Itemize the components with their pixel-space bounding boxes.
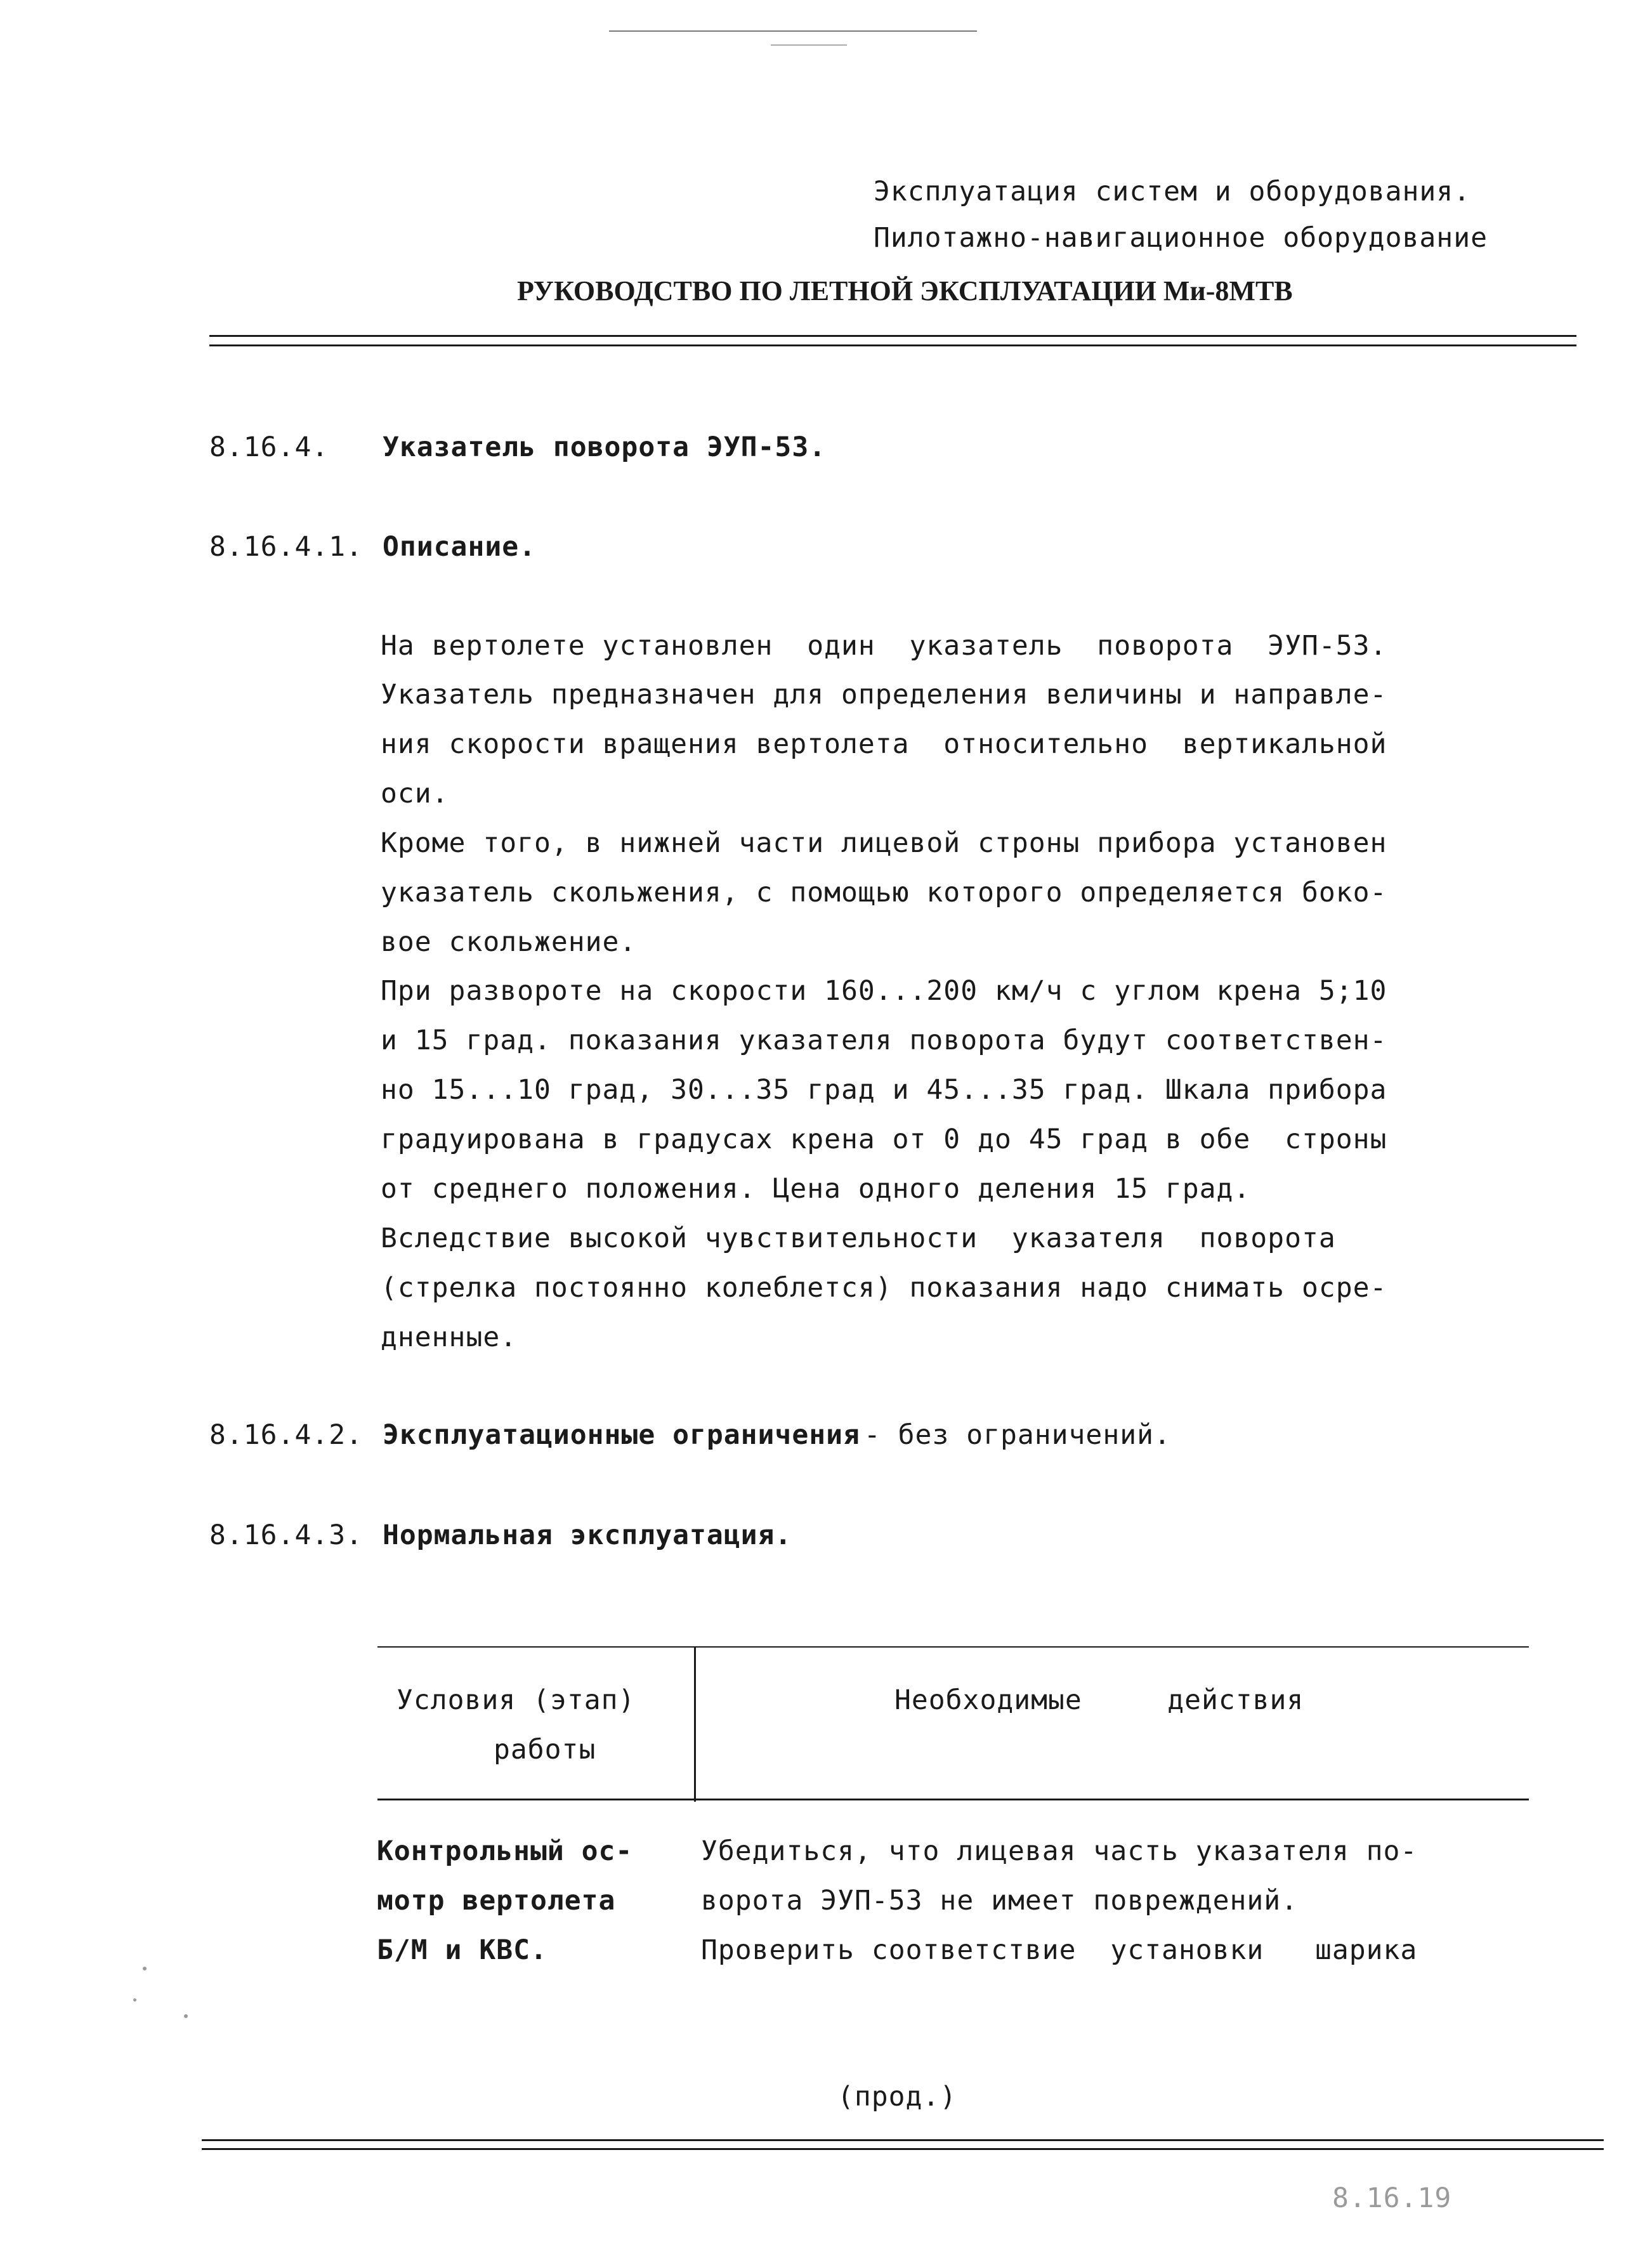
description-line: и 15 град. показания указателя поворота будут соответствен- [381, 1025, 1387, 1056]
manual-title: РУКОВОДСТВО ПО ЛЕТНОЙ ЭКСПЛУАТАЦИИ Ми-8МТВ [517, 275, 1293, 306]
table-cell-action: Убедиться, что лицевая часть указателя по- [701, 1835, 1418, 1867]
table-top-rule [377, 1646, 1529, 1648]
description-line: Кроме того, в нижней части лицевой строны прибора установен [381, 827, 1387, 859]
footer-rule-bottom [202, 2148, 1604, 2150]
table-cell-condition: Б/М и КВС. [377, 1934, 547, 1966]
table-cell-action: ворота ЭУП-53 не имеет повреждений. [701, 1885, 1299, 1917]
table-header-rule [377, 1799, 1529, 1800]
scan-speck [133, 1998, 136, 2002]
description-number: 8.16.4.1. [209, 531, 363, 563]
description-line: от среднего положения. Цена одного деления 15 град. [381, 1173, 1251, 1205]
continued-label: (прод.) [837, 2081, 957, 2113]
description-line: На вертолете установлен один указатель поворота ЭУП-53. [381, 630, 1387, 662]
description-line: Указатель предназначен для определения величины и направле- [381, 679, 1387, 711]
description-line: вое скольжение. [381, 926, 637, 958]
table-cell-condition: Контрольный ос- [377, 1835, 633, 1867]
table-header-conditions: Условия (этап) [396, 1684, 636, 1716]
description-line: дненные. [381, 1321, 518, 1353]
header-rule-top [209, 335, 1576, 337]
table-column-divider [694, 1648, 696, 1802]
scan-speck [184, 2014, 188, 2018]
page-number: 8.16.19 [1332, 2182, 1452, 2214]
description-title: Описание. [383, 531, 536, 563]
table-cell-action: Проверить соответствие установки шарика [701, 1934, 1418, 1966]
header-line-1: Эксплуатация систем и оборудования. [874, 176, 1471, 207]
description-line: оси. [381, 778, 449, 810]
scan-artifact-mark [771, 44, 847, 46]
header-rule-bottom [209, 344, 1576, 346]
description-line: указатель скольжения, с помощью которого определяется боко- [381, 877, 1387, 908]
scan-speck [143, 1967, 147, 1970]
table-cell-condition: мотр вертолета [377, 1885, 616, 1917]
limitations-number: 8.16.4.2. [209, 1419, 363, 1451]
limitations-title: Эксплуатационные ограничения [383, 1419, 860, 1451]
table-header-actions: Необходимые действия [894, 1684, 1304, 1716]
normal-ops-title: Нормальная эксплуатация. [383, 1519, 792, 1551]
scan-artifact-line [609, 30, 977, 32]
table-header-conditions-2: работы [494, 1734, 596, 1766]
section-title: Указатель поворота ЭУП-53. [383, 431, 827, 463]
description-line: но 15...10 град, 30...35 град и 45...35 град. Шкала прибора [381, 1074, 1387, 1106]
description-line: При развороте на скорости 160...200 км/ч с углом крена 5;10 [381, 975, 1387, 1007]
description-line: Вследствие высокой чувствительности указателя поворота [381, 1222, 1336, 1254]
description-line: ния скорости вращения вертолета относительно вертикальной [381, 728, 1387, 760]
section-number: 8.16.4. [209, 431, 329, 463]
description-line: градуирована в градусах крена от 0 до 45 град в обе строны [381, 1124, 1387, 1155]
header-line-2: Пилотажно-навигационное оборудование [874, 222, 1488, 254]
description-line: (стрелка постоянно колеблется) показания надо снимать осре- [381, 1272, 1387, 1304]
normal-ops-number: 8.16.4.3. [209, 1519, 363, 1551]
footer-rule-top [202, 2139, 1604, 2141]
limitations-text: - без ограничений. [847, 1419, 1171, 1451]
